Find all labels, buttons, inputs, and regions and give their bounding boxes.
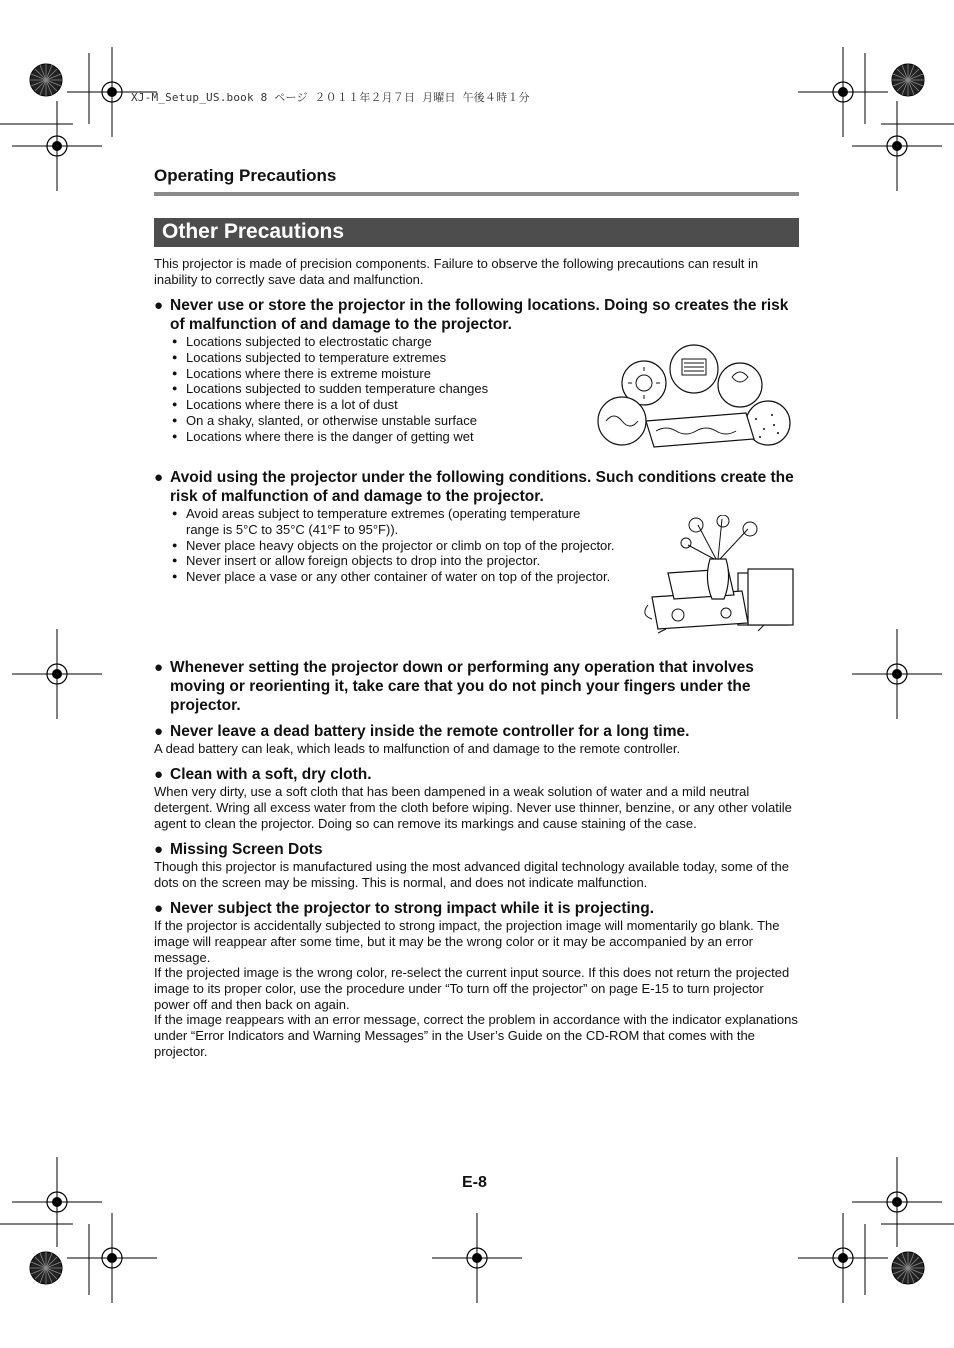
- heading-clean-text: Clean with a soft, dry cloth.: [170, 766, 372, 783]
- bullet-icon: ●: [154, 297, 164, 314]
- bullet-icon: ●: [154, 723, 164, 740]
- heading-pinch-text: Whenever setting the projector down or performing any operation that involves moving or reorienting it, take care that you do not pinch your fingers under the projector.: [170, 659, 754, 714]
- list-item: ● Never insert or allow foreign objects to drop into the projector.: [172, 553, 617, 569]
- page-title-bar: [154, 218, 799, 247]
- heading-impact: [154, 899, 799, 918]
- impact-body-1: If the projector is accidentally subjected to strong impact, the projection image will momentarily go blank. The image will reappear after some time, but it may be the wrong color or it may be accompanied by an error message.: [154, 918, 780, 965]
- list-item: ● Never place a vase or any other container of water on top of the projector.: [172, 569, 617, 585]
- rosette-top-right: [892, 64, 924, 96]
- bullet-icon: ●: [154, 900, 164, 917]
- heading-dots-text: Missing Screen Dots: [170, 841, 323, 858]
- list-item: ● Locations where there is extreme moisture: [172, 366, 592, 382]
- bullet-icon: ●: [154, 841, 164, 858]
- locations-list: [172, 334, 592, 445]
- section-title: Operating Precautions: [154, 166, 337, 185]
- impact-body-2: If the projected image is the wrong color, re-select the current input source. If this does not return the projected image to its proper color, use the procedure under “To turn off the projector” on page E-15 to turn projector power off and then back on again.: [154, 965, 790, 1012]
- bullet-icon: ●: [154, 659, 164, 676]
- bullet-icon: ●: [154, 766, 164, 783]
- heading-locations-text: Never use or store the projector in the following locations. Doing so creates the risk of malfunction of and damage to the projector.: [170, 297, 789, 333]
- conditions-list: [172, 506, 617, 585]
- list-item: ● Locations where there is a lot of dust: [172, 397, 592, 413]
- intro-paragraph: This projector is made of precision components. Failure to observe the following precautions can result in inability to correctly save data and malfunction.: [154, 256, 759, 287]
- heading-conditions: [154, 468, 799, 506]
- battery-body: A dead battery can leak, which leads to malfunction of and damage to the remote controller.: [154, 741, 681, 756]
- bullet-icon: ●: [154, 469, 164, 486]
- vase-on-projector-illustration: [638, 515, 798, 643]
- list-item: ● Locations subjected to temperature extremes: [172, 350, 592, 366]
- heading-pinch: [154, 658, 799, 715]
- impact-body-3: If the image reappears with an error message, correct the problem in accordance with the indicator explanations under “Error Indicators and Warning Messages” in the User’s Guide on the CD-ROM that comes with the projector.: [154, 1012, 798, 1059]
- heading-clean: [154, 765, 799, 784]
- section-rule: [154, 192, 799, 196]
- heading-dots: [154, 840, 799, 859]
- heading-locations: [154, 296, 799, 334]
- list-item: ● Never place heavy objects on the projector or climb on top of the projector.: [172, 538, 617, 554]
- page-number: E-8: [462, 1174, 487, 1191]
- dots-body: Though this projector is manufactured using the most advanced digital technology available today, some of the dots on the screen may be missing. This is normal, and does not indicate malfunction.: [154, 859, 789, 890]
- rosette-top-left: [30, 64, 62, 96]
- list-item: ● Locations subjected to sudden temperature changes: [172, 381, 592, 397]
- rosette-bottom-right: [892, 1252, 924, 1284]
- heading-conditions-text: Avoid using the projector under the following conditions. Such conditions create the risk of malfunction of and damage to the projector.: [170, 469, 794, 505]
- bad-locations-illustration: [596, 341, 796, 451]
- heading-impact-text: Never subject the projector to strong impact while it is projecting.: [170, 900, 655, 917]
- list-item: ● Locations where there is the danger of getting wet: [172, 429, 592, 445]
- page-title: Other Precautions: [162, 220, 345, 243]
- list-item: ● On a shaky, slanted, or otherwise unstable surface: [172, 413, 592, 429]
- heading-battery: [154, 722, 799, 741]
- list-item: ● Locations subjected to electrostatic charge: [172, 334, 592, 350]
- list-item: ● Avoid areas subject to temperature extremes (operating temperature range is 5°C to 35°C (41°F to 95°F)).: [172, 506, 617, 538]
- clean-body: When very dirty, use a soft cloth that has been dampened in a weak solution of water and a mild neutral detergent. Wring all excess water from the cloth before wiping. Never use thinner, benzine, or any other volatile agent to clean the projector. Doing so can remove its markings and cause staining of the case.: [154, 784, 792, 831]
- heading-battery-text: Never leave a dead battery inside the remote controller for a long time.: [170, 723, 690, 740]
- rosette-bottom-left: [30, 1252, 62, 1284]
- print-header: XJ-M_Setup_US.book 8 ページ ２０１１年２月７日 月曜日 午後４時１分: [131, 91, 530, 104]
